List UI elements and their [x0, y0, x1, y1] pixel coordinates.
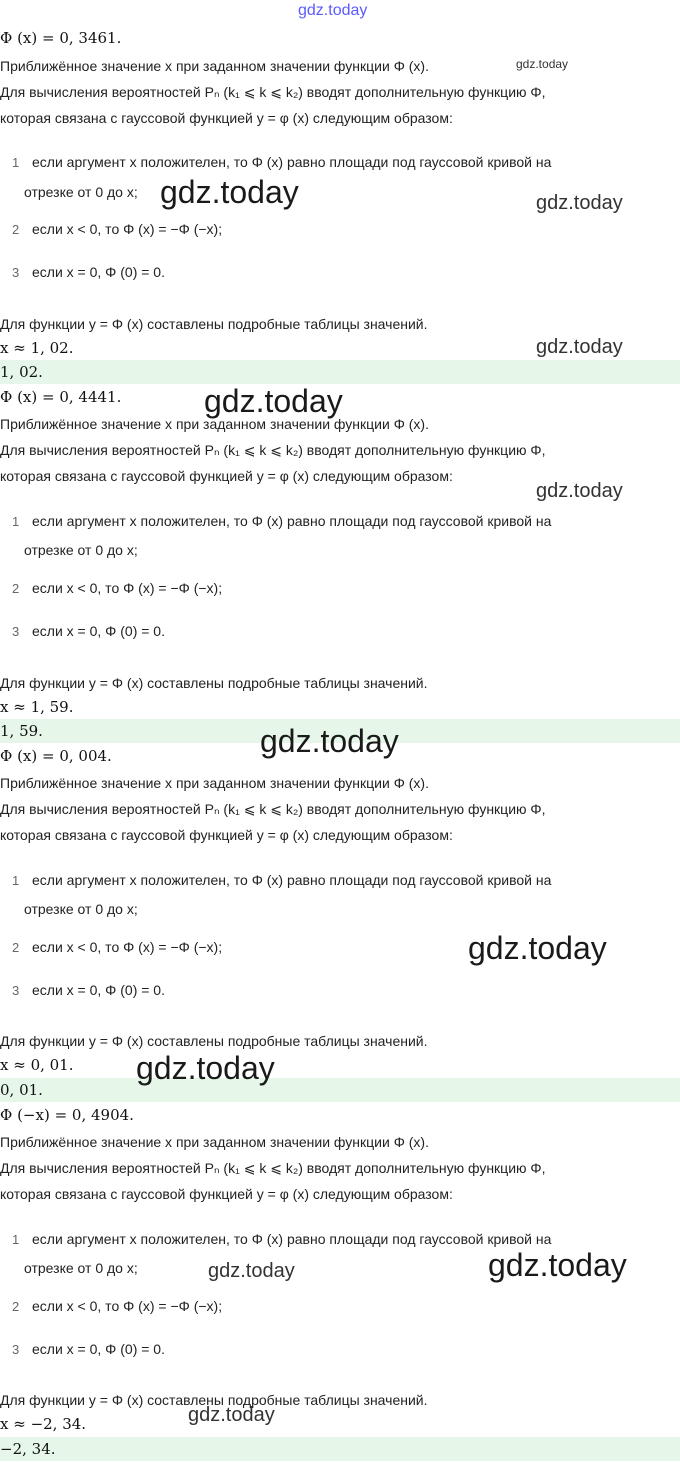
- definition-line-2: которая связана с гауссовой функцией y = φ (x) следующим образом:: [0, 110, 453, 126]
- list-number: 1: [12, 514, 20, 529]
- answer-row: 1, 59.: [0, 719, 680, 743]
- definition-line-1: Для вычисления вероятностей Pₙ (k₁ ⩽ k ⩽ k₂) вводят дополнительную функцию Φ,: [0, 442, 546, 458]
- list-item: [12, 217, 680, 241]
- list-number: 1: [12, 873, 20, 888]
- watermark: gdz.today: [536, 192, 623, 214]
- watermark: gdz.today: [204, 383, 343, 419]
- list-item: [12, 150, 680, 174]
- approx-value: x ≈ 0, 01.: [0, 1056, 74, 1074]
- definition-line-1: Для вычисления вероятностей Pₙ (k₁ ⩽ k ⩽ k₂) вводят дополнительную функцию Φ,: [0, 1160, 546, 1176]
- list-number: 3: [12, 983, 20, 998]
- list-text: если x = 0, Φ (0) = 0.: [32, 1341, 165, 1357]
- list-number: 3: [12, 624, 20, 639]
- list-item: [12, 1294, 680, 1318]
- list-item: [12, 1337, 680, 1361]
- approx-value: x ≈ 1, 59.: [0, 698, 74, 716]
- list-item: [12, 619, 680, 643]
- list-text: если x = 0, Φ (0) = 0.: [32, 264, 165, 280]
- list-text: если x < 0, то Φ (x) = −Φ (−x);: [32, 939, 223, 955]
- given-value: Φ (x) = 0, 4441.: [0, 388, 122, 406]
- watermark: gdz.today: [208, 1260, 295, 1282]
- definition-line-2: которая связана с гауссовой функцией y = φ (x) следующим образом:: [0, 827, 453, 843]
- intro-text: Приближённое значение x при заданном значении функции Φ (x).: [0, 416, 429, 432]
- given-value: Φ (x) = 0, 3461.: [0, 29, 122, 47]
- watermark: gdz.today: [136, 1050, 275, 1086]
- list-item: [12, 576, 680, 600]
- list-number: 2: [12, 222, 20, 237]
- definition-line-2: которая связана с гауссовой функцией y = φ (x) следующим образом:: [0, 1186, 453, 1202]
- watermark: gdz.today: [516, 57, 569, 71]
- list-text: если аргумент x положителен, то Φ (x) равно площади под гауссовой кривой на: [32, 1231, 552, 1247]
- tables-text: Для функции y = Φ (x) составлены подробные таблицы значений.: [0, 1392, 428, 1408]
- answer-row: 0, 01.: [0, 1078, 680, 1102]
- list-text: если x < 0, то Φ (x) = −Φ (−x);: [32, 221, 223, 237]
- list-number: 2: [12, 581, 20, 596]
- given-value: Φ (x) = 0, 004.: [0, 747, 112, 765]
- list-item: [12, 868, 680, 892]
- approx-value: x ≈ 1, 02.: [0, 339, 74, 357]
- intro-text: Приближённое значение x при заданном значении функции Φ (x).: [0, 1134, 429, 1150]
- list-item: [12, 260, 680, 284]
- approx-value: x ≈ −2, 34.: [0, 1415, 87, 1433]
- list-text: если аргумент x положителен, то Φ (x) равно площади под гауссовой кривой на: [32, 513, 552, 529]
- watermark: gdz.today: [160, 174, 299, 210]
- list-item-continuation: отрезке от 0 до x;: [24, 1260, 138, 1276]
- watermark: gdz.today: [298, 2, 368, 19]
- list-text: если x = 0, Φ (0) = 0.: [32, 982, 165, 998]
- intro-text: Приближённое значение x при заданном значении функции Φ (x).: [0, 775, 429, 791]
- watermark: gdz.today: [488, 1247, 627, 1283]
- tables-text: Для функции y = Φ (x) составлены подробные таблицы значений.: [0, 316, 428, 332]
- list-item-continuation: отрезке от 0 до x;: [24, 542, 138, 558]
- watermark: gdz.today: [260, 723, 399, 759]
- list-number: 2: [12, 940, 20, 955]
- tables-text: Для функции y = Φ (x) составлены подробные таблицы значений.: [0, 675, 428, 691]
- answer-row: −2, 34.: [0, 1437, 680, 1461]
- watermark: gdz.today: [468, 930, 607, 966]
- definition-line-1: Для вычисления вероятностей Pₙ (k₁ ⩽ k ⩽ k₂) вводят дополнительную функцию Φ,: [0, 84, 546, 100]
- watermark: gdz.today: [536, 480, 623, 502]
- list-number: 1: [12, 155, 20, 170]
- list-number: 3: [12, 265, 20, 280]
- watermark: gdz.today: [188, 1404, 275, 1426]
- list-number: 2: [12, 1299, 20, 1314]
- list-number: 1: [12, 1232, 20, 1247]
- list-number: 3: [12, 1342, 20, 1357]
- list-text: если x < 0, то Φ (x) = −Φ (−x);: [32, 580, 223, 596]
- definition-line-1: Для вычисления вероятностей Pₙ (k₁ ⩽ k ⩽ k₂) вводят дополнительную функцию Φ,: [0, 801, 546, 817]
- watermark: gdz.today: [536, 336, 623, 358]
- tables-text: Для функции y = Φ (x) составлены подробные таблицы значений.: [0, 1033, 428, 1049]
- answer-row: 1, 02.: [0, 360, 680, 384]
- list-item: [12, 978, 680, 1002]
- definition-line-2: которая связана с гауссовой функцией y = φ (x) следующим образом:: [0, 468, 453, 484]
- list-text: если аргумент x положителен, то Φ (x) равно площади под гауссовой кривой на: [32, 154, 552, 170]
- list-item: [12, 509, 680, 533]
- list-item-continuation: отрезке от 0 до x;: [24, 901, 138, 917]
- list-text: если x = 0, Φ (0) = 0.: [32, 623, 165, 639]
- list-text: если x < 0, то Φ (x) = −Φ (−x);: [32, 1298, 223, 1314]
- list-text: если аргумент x положителен, то Φ (x) равно площади под гауссовой кривой на: [32, 872, 552, 888]
- intro-text: Приближённое значение x при заданном значении функции Φ (x).: [0, 58, 429, 74]
- list-item-continuation: отрезке от 0 до x;: [24, 184, 138, 200]
- given-value: Φ (−x) = 0, 4904.: [0, 1106, 134, 1124]
